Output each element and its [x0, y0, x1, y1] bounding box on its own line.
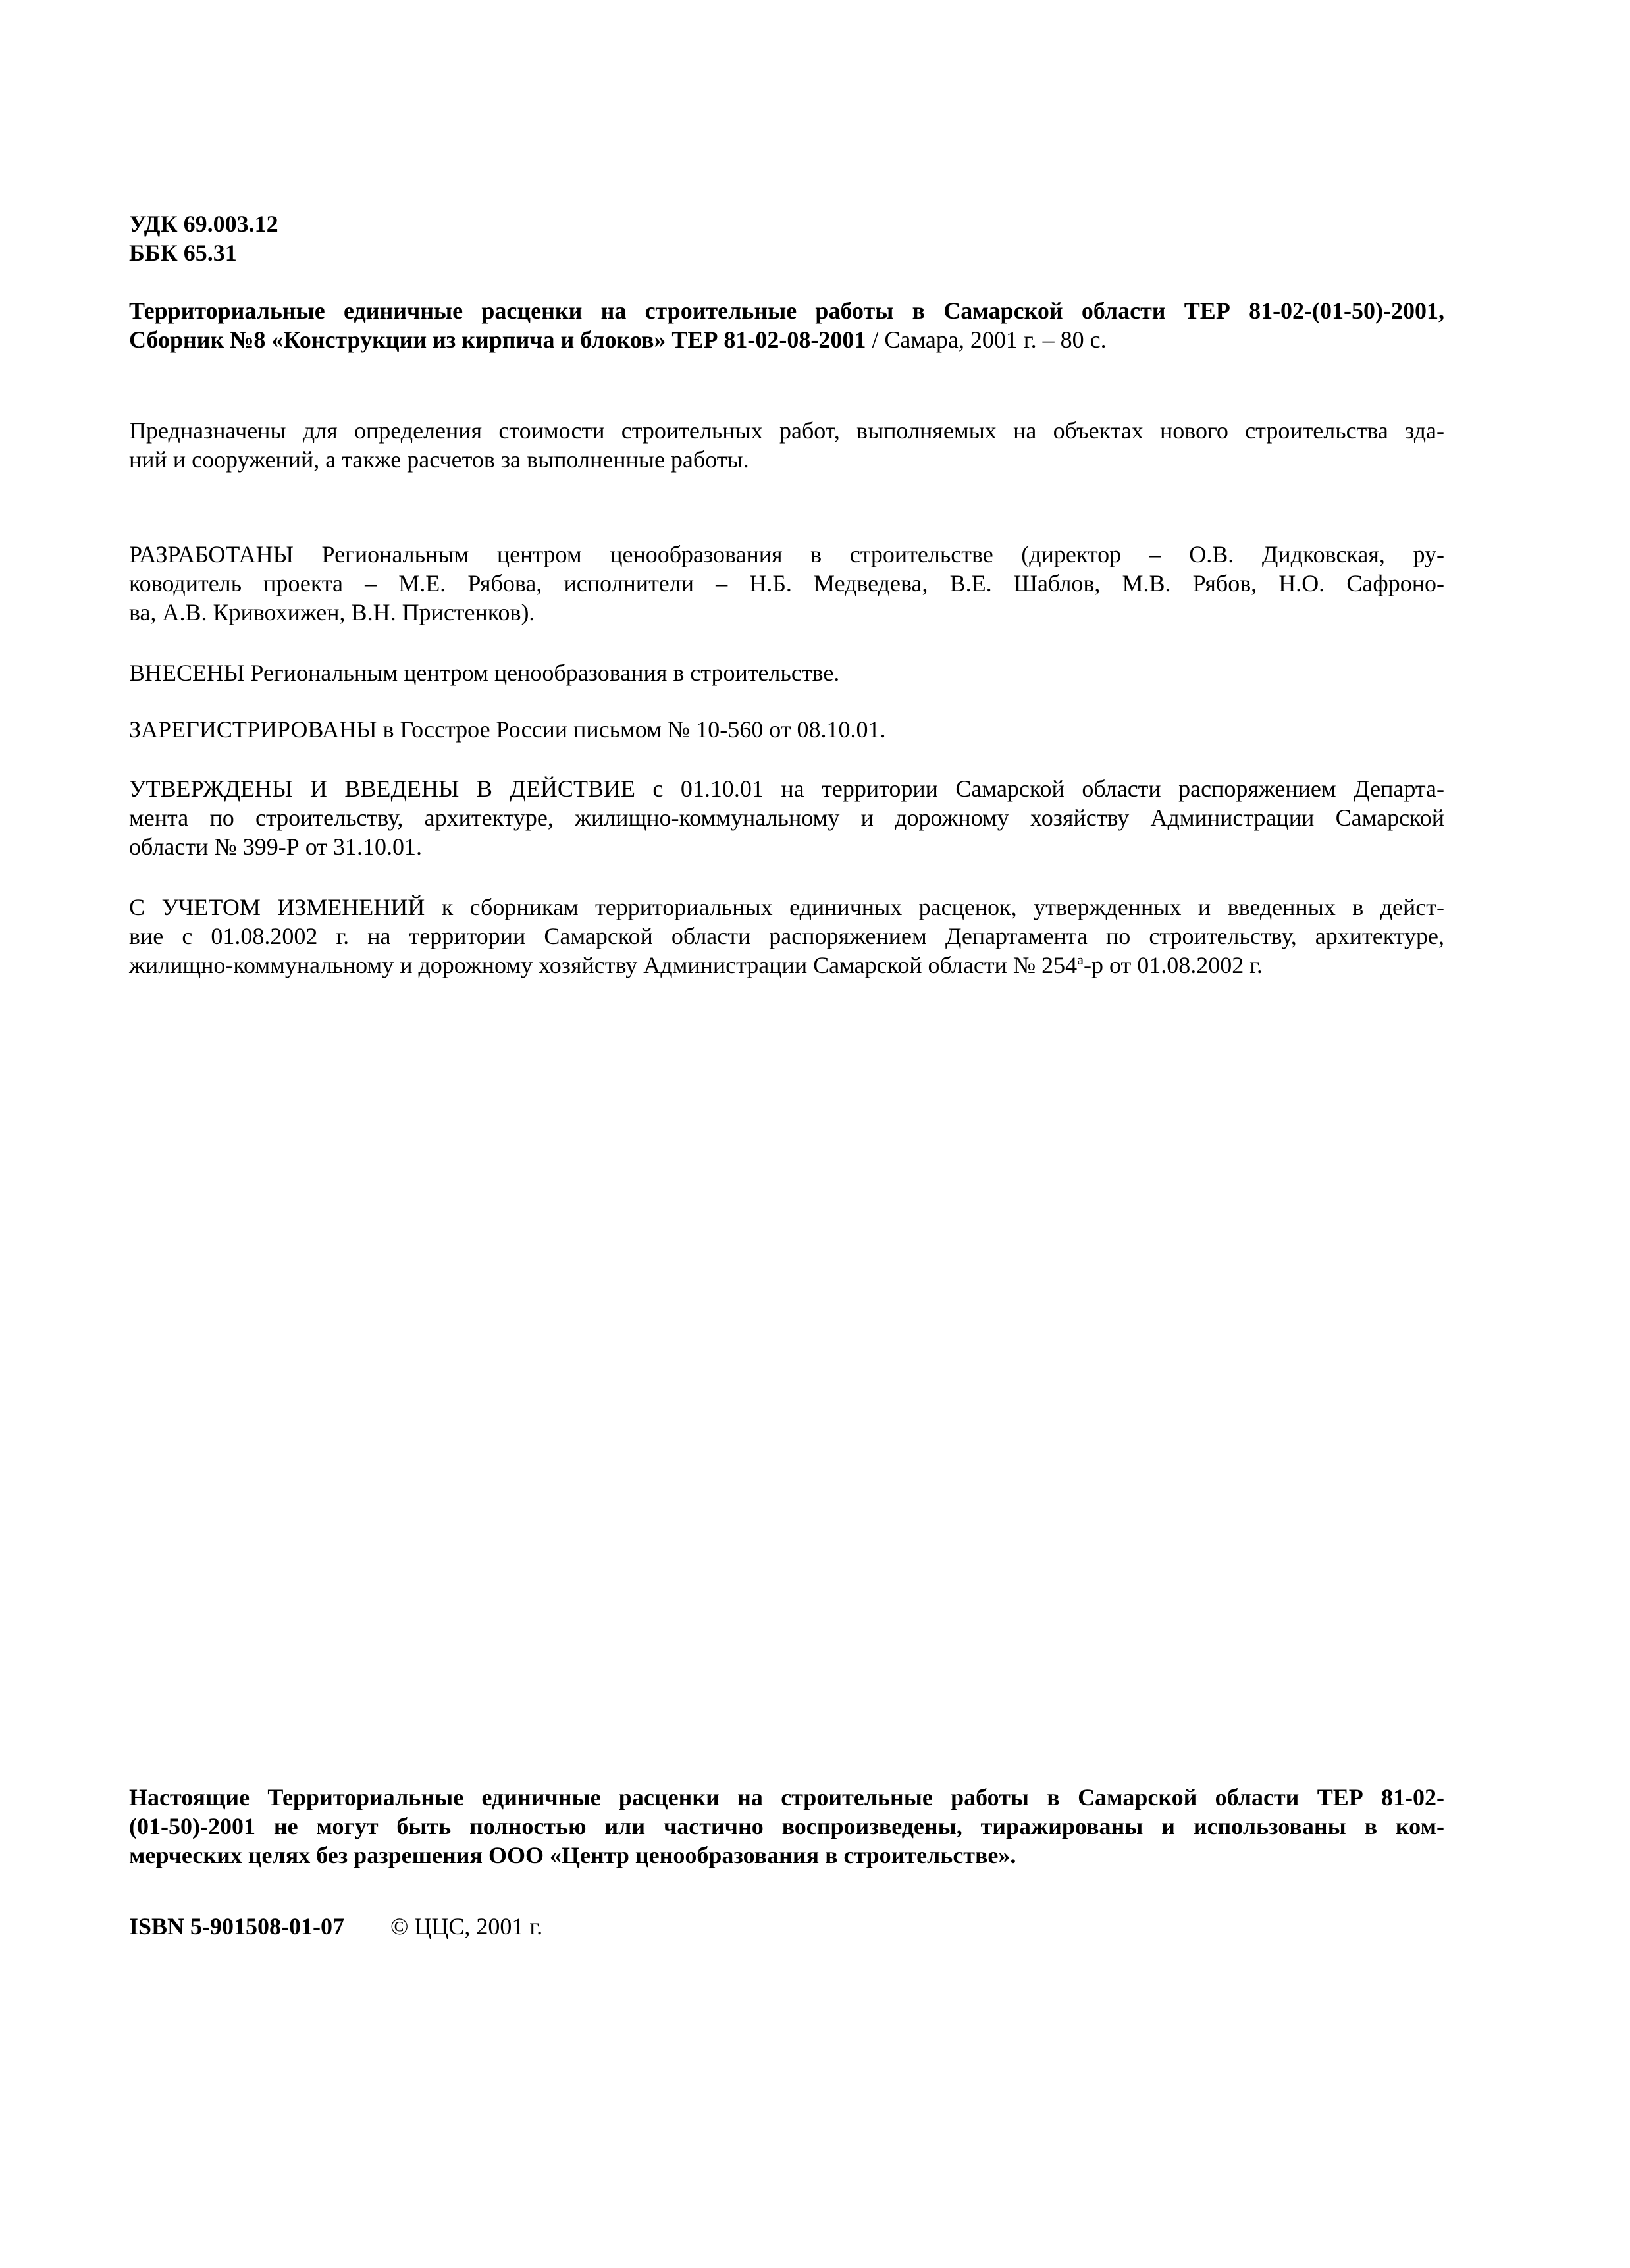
paragraph-line: С УЧЕТОМ ИЗМЕНЕНИЙ к сборникам территориальных единичных расценок, утвержденных и введенных в дейст- [129, 894, 1444, 920]
registered-paragraph [129, 715, 1444, 744]
paragraph-line: мента по строительству, архитектуре, жилищно-коммунальному и дорожному хозяйству Администрации Самарской [129, 804, 1444, 831]
paragraph-line: ва, А.В. Кривохижен, В.Н. Пристенков). [129, 599, 535, 625]
title-line [129, 325, 1444, 354]
paragraph-line: области № 399-Р от 31.10.01. [129, 833, 422, 860]
paragraph-line: вие с 01.08.2002 г. на территории Самарской области распоряжением Департамента по строительству, архитектуре, [129, 923, 1444, 949]
notice-line: (01-50)-2001 не могут быть полностью или частично воспроизведены, тиражированы и использованы в ком- [129, 1813, 1444, 1839]
copyright-notice [129, 1783, 1444, 1870]
isbn: ISBN 5-901508-01-07 [129, 1913, 345, 1939]
collection-name: Сборник №8 «Конструкции из кирпича и блоков» ТЕР 81-02-08-2001 [129, 327, 866, 353]
paragraph-line: ний и сооружений, а также расчетов за выполненные работы. [129, 446, 749, 473]
paragraph-line: ВНЕСЕНЫ Региональным центром ценообразования в строительстве. [129, 660, 840, 686]
bibliographic-title [129, 296, 1444, 354]
developed-paragraph [129, 540, 1444, 627]
order-text: жилищно-коммунальному и дорожному хозяйству Администрации Самарской области № 254 [129, 952, 1078, 978]
paragraph-line: ЗАРЕГИСТРИРОВАНЫ в Госстрое России письмом № 10-560 от 08.10.01. [129, 716, 886, 743]
classification-codes [129, 209, 1444, 267]
copyright-line: © ЦЦС, 2001 г. [390, 1913, 543, 1939]
title-line: Территориальные единичные расценки на строительные работы в Самарской области ТЕР 81-02-(01-50)-2001, [129, 298, 1444, 324]
changes-paragraph [129, 893, 1444, 980]
paragraph-line [129, 951, 1444, 980]
order-date: -р от 01.08.2002 г. [1083, 952, 1263, 978]
paragraph-line: Предназначены для определения стоимости строительных работ, выполняемых на объектах нового строительства зда- [129, 417, 1444, 444]
isbn-row [129, 1912, 1444, 1941]
document-page [129, 0, 1444, 2268]
notice-line: мерческих целях без разрешения ООО «Центр ценообразования в строительстве». [129, 1842, 1016, 1868]
paragraph-line: РАЗРАБОТАНЫ Региональным центром ценообразования в строительстве (директор – О.В. Дидковская, ру- [129, 541, 1444, 567]
paragraph-line: УТВЕРЖДЕНЫ И ВВЕДЕНЫ В ДЕЙСТВИЕ с 01.10.01 на территории Самарской области распоряжением Департа- [129, 776, 1444, 802]
approved-paragraph [129, 774, 1444, 861]
udk-code: УДК 69.003.12 [129, 211, 278, 237]
order-superscript: а [1077, 951, 1084, 968]
publication-info: / Самара, 2001 г. – 80 с. [866, 327, 1107, 353]
paragraph-line: ководитель проекта – М.Е. Рябова, исполнители – Н.Б. Медведева, В.Е. Шаблов, М.В. Рябов, Н.О. Сафроно- [129, 570, 1444, 596]
purpose-paragraph [129, 416, 1444, 474]
submitted-paragraph [129, 658, 1444, 687]
bbk-code: ББК 65.31 [129, 240, 237, 266]
notice-line: Настоящие Территориальные единичные расценки на строительные работы в Самарской области ТЕР 81-02- [129, 1784, 1444, 1810]
